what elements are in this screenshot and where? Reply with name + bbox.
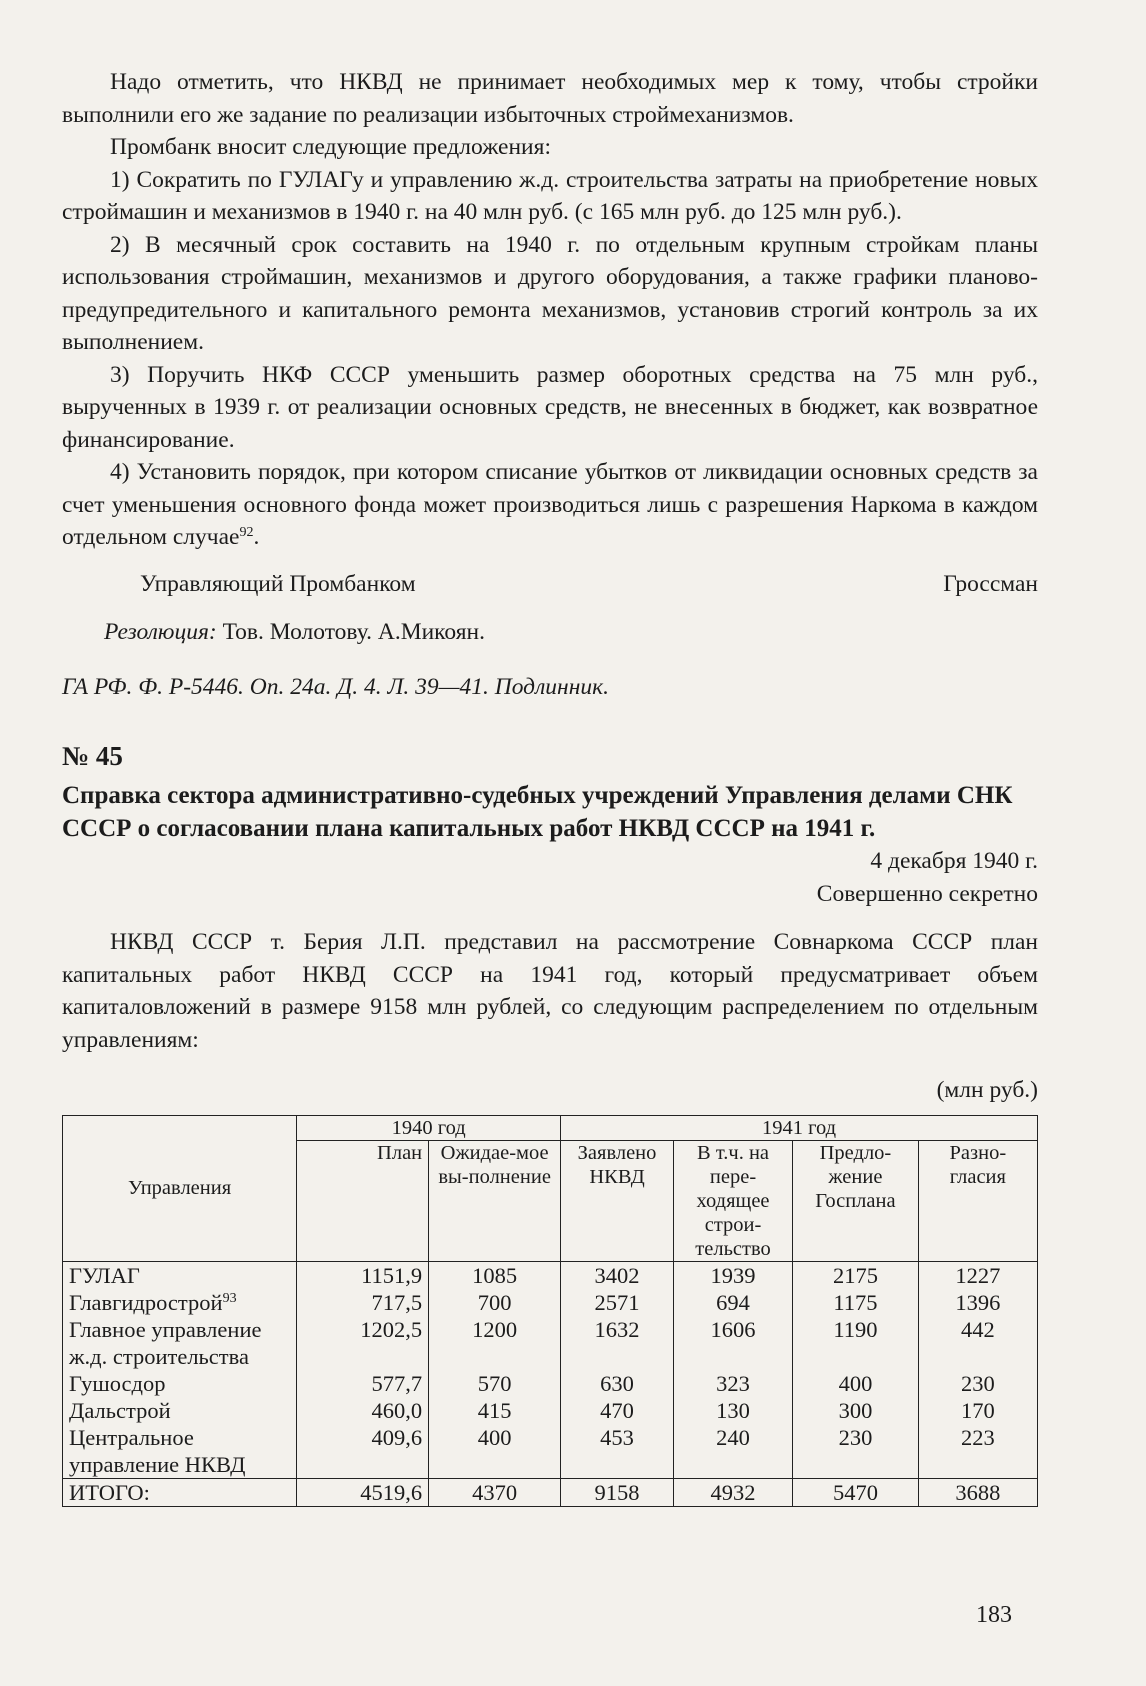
cell-plan: 1202,5: [297, 1316, 429, 1370]
footnote-ref: 92: [239, 525, 254, 540]
header-declared: Заявлено НКВД: [561, 1140, 674, 1261]
cell-including: 694: [673, 1289, 792, 1316]
cell-expected: 1200: [429, 1316, 561, 1370]
cell-including: 4932: [673, 1478, 792, 1506]
row-name: ИТОГО:: [63, 1478, 297, 1506]
paragraph: 1) Сократить по ГУЛАГу и управлению ж.д. строительства затраты на приобретение новых строймашин и механизмов в 1940 г. на 40 млн руб. (с 165 млн руб. до 125 млн руб.).: [62, 166, 1038, 225]
row-name: Центральное управление НКВД: [63, 1424, 297, 1479]
cell-gosplan: 1190: [793, 1316, 919, 1370]
cell-expected: 700: [429, 1289, 561, 1316]
cell-declared: 9158: [561, 1478, 674, 1506]
document-title: Справка сектора административно-судебных учреждений Управления делами СНК СССР о согласовании плана капитальных работ НКВД СССР на 1941 г.: [62, 782, 1013, 842]
cell-diff: 170: [918, 1397, 1037, 1424]
cell-including: 1606: [673, 1316, 792, 1370]
cell-diff: 3688: [918, 1478, 1037, 1506]
cell-expected: 400: [429, 1424, 561, 1479]
cell-diff: 1227: [918, 1261, 1037, 1289]
cell-gosplan: 2175: [793, 1261, 919, 1289]
header-plan: План: [297, 1140, 429, 1261]
unit-label: (млн руб.): [936, 1077, 1038, 1103]
cell-diff: 230: [918, 1370, 1037, 1397]
signature-name: Гроссман: [943, 570, 1038, 597]
cell-expected: 1085: [429, 1261, 561, 1289]
cell-diff: 442: [918, 1316, 1037, 1370]
header-year-1940: 1940 год: [297, 1115, 561, 1140]
cell-declared: 3402: [561, 1261, 674, 1289]
footnote-ref: 93: [222, 1290, 237, 1306]
row-name: Гушосдор: [63, 1370, 297, 1397]
header-diff: Разно-гласия: [918, 1140, 1037, 1261]
cell-plan: 409,6: [297, 1424, 429, 1479]
cell-plan: 717,5: [297, 1289, 429, 1316]
cell-gosplan: 300: [793, 1397, 919, 1424]
page-content: [62, 66, 1038, 1507]
paragraph-text: 4) Установить порядок, при котором списание убытков от ликвидации основных средств за счет уменьшения основного фонда может производиться лишь с разрешения Наркома в каждом отдельном случае: [62, 459, 1038, 550]
paragraph-end: .: [253, 524, 260, 550]
cell-expected: 4370: [429, 1478, 561, 1506]
signature-line: [62, 568, 1038, 601]
table-row: [63, 1370, 1038, 1397]
cell-gosplan: 1175: [793, 1289, 919, 1316]
paragraph: 2) В месячный срок составить на 1940 г. по отдельным крупным стройкам планы использования строймашин, механизмов и другого оборудования, а также графики планово-предупредительного и капитального ремонта механизмов, установив строгий контроль за их выполнением.: [62, 231, 1038, 355]
cell-declared: 630: [561, 1370, 674, 1397]
row-name: Главное управление ж.д. строительства: [63, 1316, 297, 1370]
cell-plan: 460,0: [297, 1397, 429, 1424]
paragraph: 3) Поручить НКФ СССР уменьшить размер оборотных средства на 75 млн руб., вырученных в 1939 г. от реализации основных средств, не внесенных в бюджет, как возвратное финансирование.: [62, 361, 1038, 453]
cell-declared: 1632: [561, 1316, 674, 1370]
table-row: [63, 1261, 1038, 1289]
cell-including: 240: [673, 1424, 792, 1479]
document-intro: НКВД СССР т. Берия Л.П. представил на рассмотрение Совнаркома СССР план капитальных работ НКВД СССР на 1941 год, который предусматривает объем капиталовложений в размере 9158 млн рублей, со следующим распределением по отдельным управлениям:: [62, 929, 1038, 1053]
resolution-text: Тов. Молотову. А.Микоян.: [222, 619, 485, 645]
classification-stamp: Совершенно секретно: [816, 880, 1038, 907]
row-name-cell: [63, 1289, 297, 1316]
cell-including: 323: [673, 1370, 792, 1397]
table-row: [63, 1424, 1038, 1479]
cell-expected: 415: [429, 1397, 561, 1424]
cell-plan: 1151,9: [297, 1261, 429, 1289]
paragraph: [62, 456, 1038, 554]
table-row: [63, 1397, 1038, 1424]
capital-works-table: [62, 1115, 1038, 1507]
cell-plan: 577,7: [297, 1370, 429, 1397]
cell-including: 130: [673, 1397, 792, 1424]
archive-source: ГА РФ. Ф. Р-5446. Оп. 24а. Д. 4. Л. 39—41. Подлинник.: [62, 673, 609, 700]
header-departments: Управления: [63, 1115, 297, 1261]
document-number: № 45: [62, 741, 123, 771]
header-including: В т.ч. на пере-ходящее строи-тельство: [673, 1140, 792, 1261]
cell-declared: 2571: [561, 1289, 674, 1316]
table-row: [63, 1289, 1038, 1316]
cell-gosplan: 230: [793, 1424, 919, 1479]
cell-including: 1939: [673, 1261, 792, 1289]
table-row: [63, 1316, 1038, 1370]
paragraph: Надо отметить, что НКВД не принимает необходимых мер к тому, чтобы стройки выполнили его же задание по реализации избыточных строймеханизмов.: [62, 69, 1038, 128]
cell-expected: 570: [429, 1370, 561, 1397]
total-row: [63, 1478, 1038, 1506]
cell-plan: 4519,6: [297, 1478, 429, 1506]
cell-declared: 470: [561, 1397, 674, 1424]
resolution: [62, 616, 1038, 649]
row-name: Главгидрострой: [69, 1289, 223, 1315]
header-expected: Ожидае-мое вы-полнение: [429, 1140, 561, 1261]
cell-diff: 1396: [918, 1289, 1037, 1316]
cell-gosplan: 400: [793, 1370, 919, 1397]
row-name: ГУЛАГ: [63, 1261, 297, 1289]
paragraph: Промбанк вносит следующие предложения:: [110, 134, 551, 160]
header-gosplan: Предло-жение Госплана: [793, 1140, 919, 1261]
row-name: Дальстрой: [63, 1397, 297, 1424]
cell-diff: 223: [918, 1424, 1037, 1479]
document-date: 4 декабря 1940 г.: [870, 848, 1038, 874]
cell-declared: 453: [561, 1424, 674, 1479]
signature-position: Управляющий Промбанком: [140, 570, 416, 597]
page-number: 183: [976, 1602, 1012, 1628]
resolution-label: Резолюция:: [104, 619, 217, 645]
header-year-1941: 1941 год: [561, 1115, 1038, 1140]
cell-gosplan: 5470: [793, 1478, 919, 1506]
